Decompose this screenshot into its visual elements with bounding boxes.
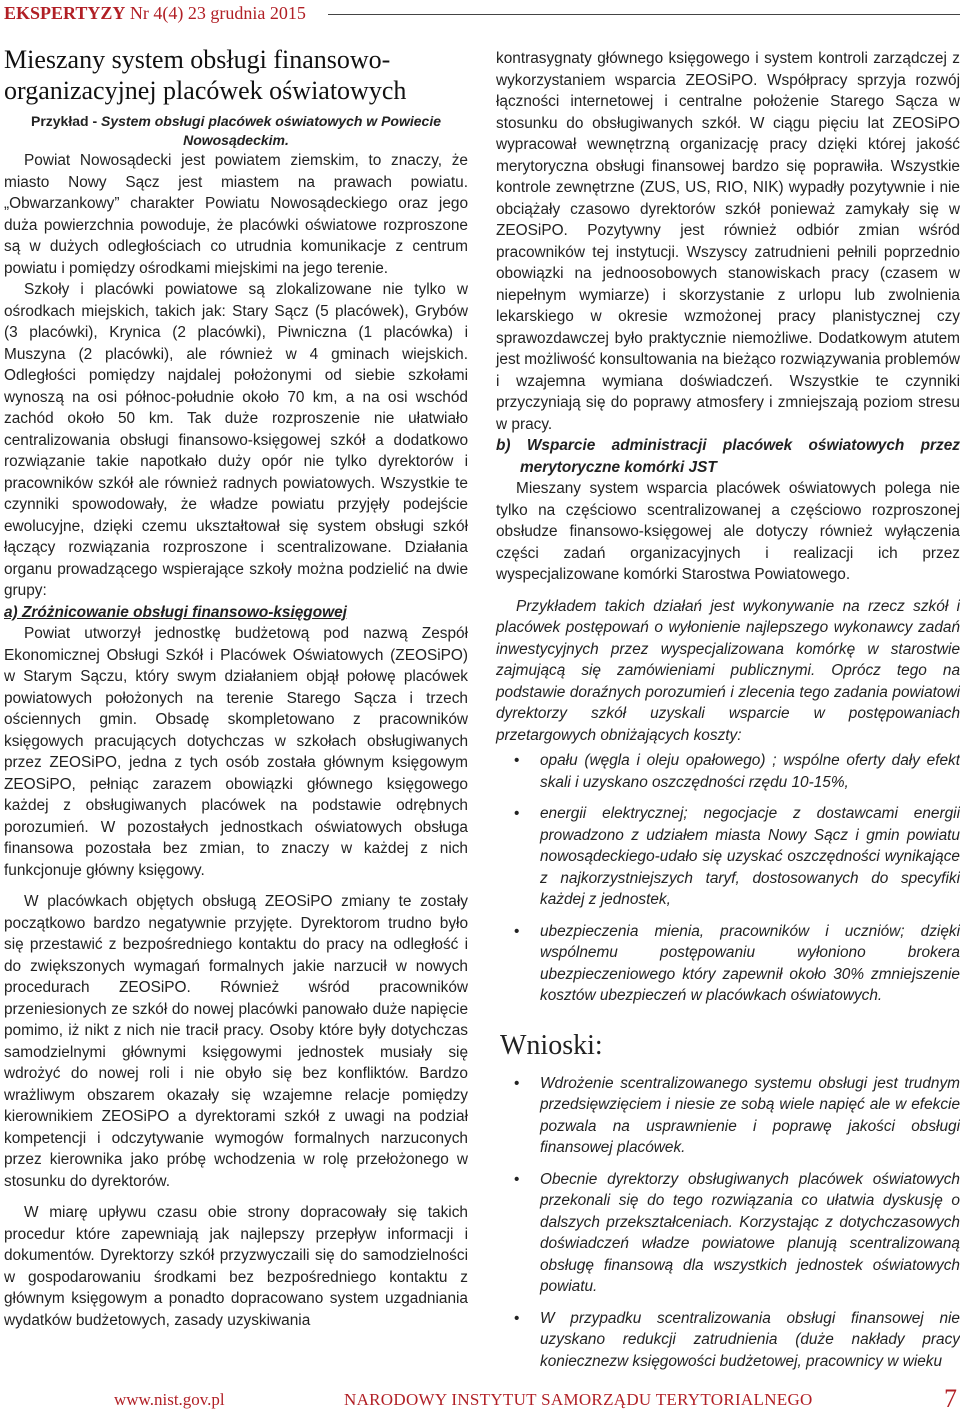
list-item: • ubezpieczenia mienia, pracowników i uczniów; dzięki wspólnemu postępowaniu wyłoniono brokera ubezpieczeniowego który zapewnił około 30% zmniejszenie kosztów ubezpieczeń w placówkach oświatowych. [540,921,960,1007]
example-heading: Przykład - System obsługi placówek oświatowych w Powiecie Nowosądeckim. [30,113,442,148]
conclusions-list [496,1073,960,1373]
issue-info: Nr 4(4) 23 grudnia 2015 [129,3,306,23]
paragraph: Powiat Nowosądecki jest powiatem ziemskim, to znaczy, że miasto Nowy Sącz jest miastem na prawach powiatu. „Obwarzankowy” charakter Powiatu Nowosądeckiego oraz jego duża powierzchnia powoduje, że placówki oświatowe rozproszone są w dużych odległościach co utrudnia komunikacje z centrum powiatu i pomiędzy ośrodkami miejskimi na jego terenie. [4,152,468,277]
website-link[interactable]: www.nist.gov.pl [114,1390,225,1409]
list-item: • Obecnie dyrektorzy obsługiwanych placówek oświatowych przekonali się do tego rozwiązania co ułatwia dyskusję o dalszych przekształceniach. Korzystając z dotychczasowych doświadczeń władze powiatowe planują scentralizowaną obsługę finansową dla wszystkich jednostek oświatowych powiatu. [540,1169,960,1298]
list-item: • energii elektrycznej; negocjacje z dostawcami energii prowadzono z udziałem miasta Nowy Sącz i gmin powiatu nowosądeckiego-udało się uzyskać oszczędności wynikające z najkorzystniejszych taryf, dostosowanych do specyfiki każdej z jednostek, [540,803,960,911]
page-header [0,0,960,28]
list-item: • opału (węgla i oleju opałowego) ; wspólne oferty dały efekt skali i uzyskano oszczędności rzędu 10-15%, [540,750,960,793]
brand-name: EKSPERTYZY [4,3,126,23]
page-number: 7 [944,1384,957,1413]
institute-name: NARODOWY INSTYTUT SAMORZĄDU TERYTORIALNEGO [344,1390,813,1409]
paragraph: Powiat utworzył jednostkę budżetową pod nazwą Zespół Ekonomicznej Obsługi Szkół i Placówek Oświatowych (ZEOSiPO) w Starym Sączu, który swym działaniem objął połowę placówek powiatowych położonych na terenie Starego Sącza i trzech ościennych gmin. Obsadę skompletowano z pracowników księgowych pracujących dotychczas w szkołach obsługiwanych przez ZEOSiPO, jedna z tych osób została głównym księgowym ZEOSiPO, pełniąc zarazem obowiązki głównego księgowego każdej z obsługiwanych placówek na podstawie odrębnych porozumień. W pozostałych jednostkach oświatowych obsługa finansowa pozostała bez zmian, to znaczy w każdej z nich funkcjonuje główny księgowy. [4,625,468,879]
section-heading-b: b) Wsparcie administracji placówek oświatowych przez merytoryczne komórki JST [496,437,960,476]
left-column [4,44,468,1331]
article-title: Mieszany system obsługi finansowo- organizacyjnej placówek oświatowych [4,45,407,105]
paragraph: W placówkach objętych obsługą ZEOSiPO zmiany te zostały początkowo bardzo negatywnie przyjęte. Dyrektorom trudno było się przestawić z bezpośredniego kontaktu do pracy na odległość i do zwiększonych wymagań formalnych jakie narzucił w nowych procedurach ZEOSiPO. Również wśród pracowników przeniesionych ze szkół do nowej placówki panowało duże napięcie pomimo, iż nikt z nich nie tracił pracy. Osoby które były dotychczas samodzielnymi głównymi księgowymi jednostek musiały się wdrożyć do nowej roli i nie obyło się bez konfliktów. Bardzo wrażliwym obszarem okazały się wzajemne relacje pomiędzy kierownikiem ZEOSiPO a dyrektorami szkół z uwagi na podział kompetencji i odczytywanie wymogów formalnych narzuconych przez kierownika jako próbę wchodzenia w rolę przełożonego w stosunku do dyrektorów. [4,893,468,1190]
paragraph: kontrasygnaty głównego księgowego i system kontroli zarządczej z wykorzystaniem wsparcia ZEOSiPO. Współpracy sprzyja rozwój łączności internetowej i centralne położenie Starego Sącza w stosunku do obsługiwanych szkół. W ciągu pięciu lat ZEOSiPO wypracował wewnętrzną organizację pracy dzięki której jakość merytoryczna obsługi finansowej bardzo się poprawiła. Wszystkie kontrole zewnętrzne (ZUS, US, RIO, NIK) wypadły pozytywnie i nie obciążały czasowo dyrektorów szkół ponieważ zamykały się w ZEOSiPO. Pozytywny jest również odbiór zmian wśród pracowników tej instytucji. Wszyscy zatrudnieni pełnili poprzednio obowiązki na jednoosobowych stanowiskach pracy (czasem w niepełnym wymiarze) i skorzystanie z urlopu lub zwolnienia lekarskiego w okresie wzmożonej pracy planistycznej czy sprawozdawczej było praktycznie niemożliwe. Dodatkowym atutem jest możliwość konsultowania na bieżąco rozwiązywania problemów i wzajemna wymiana doświadczeń. Wszystkie te czynniki przyczyniają się do poprawy atmosfery i zmniejszają poziom stresu w pracy. [496,50,960,433]
cost-list [496,750,960,1007]
conclusions-heading: Wnioski: [500,1029,603,1061]
list-item: • W przypadku scentralizowania obsługi finansowej nie uzyskano redukcji zatrudnienia (duże nakłady pracy koniecznezw księgowości budżetowej, pracownicy w wieku [540,1308,960,1373]
section-heading-a: a) Zróżnicowanie obsługi finansowo-księgowej [4,603,347,621]
list-item: • Wdrożenie scentralizowanego systemu obsługi jest trudnym przedsięwzięciem i niesie ze sobą wiele napięć ale w efekcie pozwala na usprawnienie i poprawę jakości obsługi finansowej placówek. [540,1073,960,1159]
paragraph: Szkoły i placówki powiatowe są zlokalizowane nie tylko w ośrodkach miejskich, takich jak: Stary Sącz (5 placówek), Grybów (3 placówki), Krynica (2 placówki), Piwniczna (1 placówka) i Muszyna (2 placówki), ale również w 4 gminach wiejskich. Odległości pomiędzy najdalej położonymi od siebie szkołami wynoszą na osi północ-południe około 70 km, a na osi wschód zachód około 50 km. Tak duże rozproszenie nie ułatwiało centralizowania obsługi finansowo-księgowej szkół a dodatkowo rozwiązanie takie napotkało duży opór nie tylko dyrektorów i pracowników szkół ale również radnych powiatowych. Wszystkie te czynniki spowodowały, że władze powiatu przyjęły podejście ewolucyjne, dzięki czemu ukształtował się system obsługi szkół łączący rozwiązania rozproszone i scentralizowane. Działania organu prowadzącego wspierające szkoły można podzielić na dwie grupy: [4,281,468,599]
page-footer [0,1384,960,1414]
header-rule [328,14,960,15]
paragraph: Przykładem takich działań jest wykonywanie na rzecz szkół i placówek postępowań o wyłonienie najlepszego wykonawcy zadań inwestycyjnych przez wyspecjalizowana komórkę w starostwie zajmującą się zamówieniami publicznymi. Oprócz tego na podstawie doraźnych porozumień i zlecenia tego zadania powiatowi dyrektorzy szkół uzyskali wsparcie w postępowaniach przetargowych obniżających koszty: [496,597,960,744]
right-column [496,48,960,1382]
paragraph: W miarę upływu czasu obie strony dopracowały się takich procedur które zapewniają jak najlepszy przepływ informacji i dokumentów. Dyrektorzy szkół przyzwyczaili się do samodzielności w gospodarowaniu środkami bez bezpośredniego kontaktu z głównym księgowym a ponadto dopracowano system uzgadniania wydatków budżetowych, zasady uzyskiwania [4,1204,468,1329]
publication-title [4,0,306,26]
paragraph: Mieszany system wsparcia placówek oświatowych polega nie tylko na częściowo scentralizowanej a częściowo rozproszonej obsłudze finansowo-księgowej ale dotyczy również wyłączenia części zadań organizacyjnych i realizacji ich przez wyspecjalizowane komórki Starostwa Powiatowego. [496,480,960,583]
